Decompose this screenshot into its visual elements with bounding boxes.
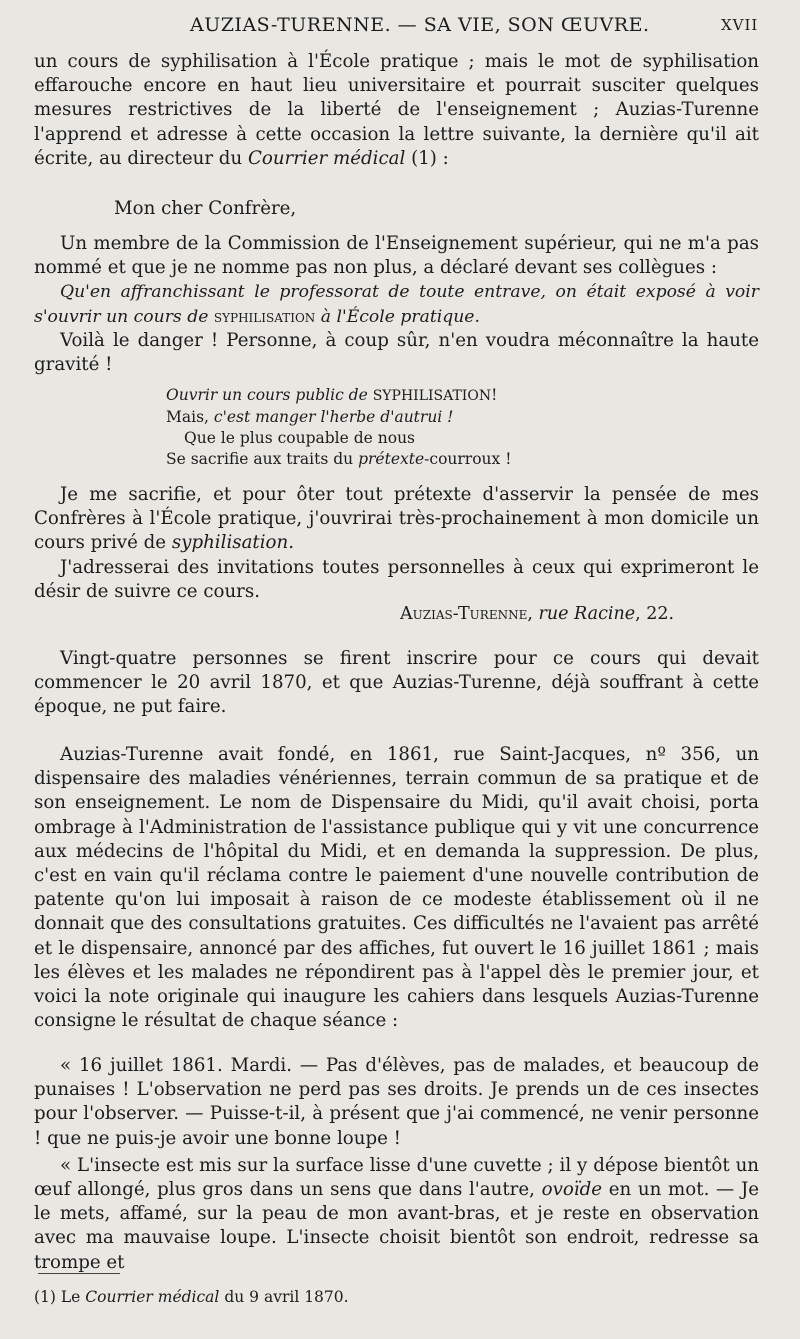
running-title: AUZIAS-TURENNE. — SA VIE, SON ŒUVRE. bbox=[190, 14, 650, 36]
intro-text: un cours de syphilisation à l'École pratique ; mais le mot de syphilisation effarouche encore en haut lieu universitaire et pourrait susciter quelques mesures restrictives de la liberté de l'enseignement ; Auzias-Turenne l'apprend et adresse à cette occasion la lettre suivante, la dernière qu'il ait écrite, au directeur du bbox=[34, 51, 759, 169]
footnote: (1) Le Courrier médical du 9 avril 1870. bbox=[34, 1288, 349, 1306]
letter-salutation: Mon cher Confrère, bbox=[114, 198, 297, 219]
letter-quote: Qu'en affranchissant le professorat de toute entrave, on était exposé à voir s'ouvrir un cours de syphilisation à l'École pratique. bbox=[34, 282, 759, 327]
letter-signature: Auzias-Turenne, rue Racine, 22. bbox=[400, 604, 675, 624]
verse-block bbox=[166, 385, 511, 470]
letter-paragraph-1: Un membre de la Commission de l'Enseignement supérieur, qui ne m'a pas nommé et que je ne nomme pas non plus, a déclaré devant ses collègues : Qu'en affranchissant le professorat de toute entrave, on était exposé à voir s'ouvrir un cours de syphilisation à l'École pratique. Voilà le danger ! Personne, à coup sûr, n'en voudra méconnaître la haute gravité ! bbox=[34, 232, 759, 377]
verse-line-1: Ouvrir un cours public de SYPHILISATION! bbox=[166, 386, 498, 404]
footnote-ref: (1) : bbox=[411, 147, 449, 169]
verse-line-3: Que le plus coupable de nous bbox=[184, 429, 416, 447]
paragraph-dispensaire: Auzias-Turenne avait fondé, en 1861, rue Saint-Jacques, nº 356, un dispensaire des maladies vénériennes, terrain commun de sa pratique et de son enseignement. Le nom de Dispensaire du Midi, qu'il avait choisi, porta ombrage à l'Administration de l'assistance publique qui y vit une concurrence aux médecins de l'hôpital du Midi, et en demanda la suppression. De plus, c'est en vain qu'il réclama contre le paiement d'une nouvelle contribution de patente qu'on lui imposait à raison de ce modeste établissement où il ne donnait que des consultations gratuites. Ces difficultés ne l'avaient pas arrêté et le dispensaire, annoncé par des affiches, fut ouvert le 16 juillet 1861 ; mais les élèves et les malades ne répondirent pas à l'appel dès le premier jour, et voici la note originale qui inaugure les cahiers dans lesquels Auzias-Turenne consigne le résultat de chaque séance : bbox=[34, 744, 759, 1032]
letter-danger: Voilà le danger ! Personne, à coup sûr, n'en voudra méconnaître la haute gravité ! bbox=[34, 329, 759, 376]
running-header bbox=[0, 14, 800, 44]
journal-title: Courrier médical bbox=[247, 147, 406, 169]
page-number: XVII bbox=[721, 16, 759, 34]
paragraph-insect: « L'insecte est mis sur la surface lisse d'une cuvette ; il y dépose bientôt un œuf allongé, plus gros dans un sens que dans l'autre, ovoïde en un mot. — Je le mets, affamé, sur la peau de mon avant-bras, et je reste en observation avec ma mauvaise loupe. L'insecte choisit bientôt son endroit, redresse sa trompe et bbox=[34, 1154, 759, 1273]
footnote-rule bbox=[38, 1273, 120, 1274]
verse-line-2: Mais, c'est manger l'herbe d'autrui ! bbox=[166, 408, 454, 426]
paragraph-inscriptions: Vingt-quatre personnes se firent inscrire pour ce cours qui devait commencer le 20 avril 1870, et que Auzias-Turenne, déjà souffrant à cette époque, ne put faire. bbox=[34, 648, 759, 718]
letter-paragraph-2: Je me sacrifie, et pour ôter tout prétexte d'asservir la pensée de mes Confrères à l'École pratique, j'ouvrirai très-prochainement à mon domicile un cours privé de syphilisation. J'adresserai des invitations toutes personnelles à ceux qui exprimeront le désir de suivre ce cours. bbox=[34, 483, 759, 604]
letter-invitations: J'adresserai des invitations toutes personnelles à ceux qui exprimeront le désir de suivre ce cours. bbox=[34, 556, 759, 602]
paragraph-intro bbox=[34, 50, 759, 171]
paragraph-journal-note: « 16 juillet 1861. Mardi. — Pas d'élèves, pas de malades, et beaucoup de punaises ! L'observation ne perd pas ses droits. Je prends un de ces insectes pour l'observer. — Puisse-t-il, à présent que j'ai commencé, ne venir personne ! que ne puis-je avoir une bonne loupe ! « L'insecte est mis sur la surface lisse d'une cuvette ; il y dépose bientôt un œuf allongé, plus gros dans un sens que dans l'autre, ovoïde en un mot. — Je le mets, affamé, sur la peau de mon avant-bras, et je reste en observation avec ma mauvaise loupe. L'insecte choisit bientôt son endroit, redresse sa trompe et bbox=[34, 1054, 759, 1275]
verse-line-4: Se sacrifie aux traits du prétexte-courroux ! bbox=[166, 450, 512, 468]
